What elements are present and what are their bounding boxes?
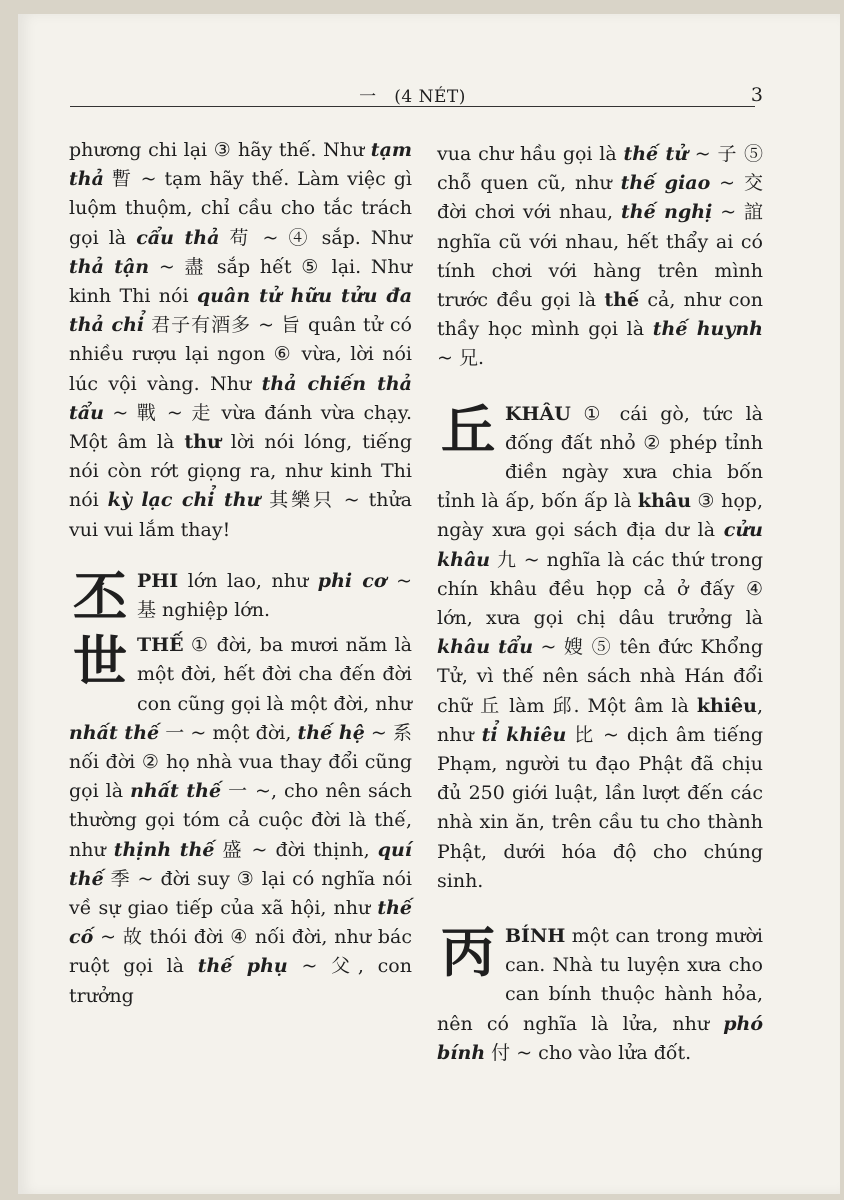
term: thế cố [69, 897, 412, 949]
text-run: , như [437, 694, 763, 746]
term: cửu khâu [437, 519, 763, 571]
text-run: một can trong mười can. Nhà tu luyện xưa cho can bính thuộc hành hỏa, nên có nghĩa là lửa, như [437, 925, 763, 1035]
entry-continuation [69, 136, 412, 545]
term: thả chiến thả tẩu [69, 372, 412, 424]
text-run: vua chư hầu gọi là [437, 143, 624, 165]
keyword: PHI [137, 569, 179, 592]
text-run: 九 ~ nghĩa là các thứ trong chín khâu đều họp cả ở đấy ④ lớn, xưa gọi chị dâu trưởng là [437, 548, 763, 630]
term: thịnh thế [113, 838, 215, 861]
text-run: ~ 系 nối đời ② họ nhà vua thay đổi cũng gọi là [69, 721, 412, 803]
text-run: 比 ~ dịch âm tiếng Phạm, người tu đạo Phật đã chịu đủ 250 giới luật, lần lượt đến các nhà xin ăn, trên cầu tu cho thành Phật, dưới hóa độ cho chúng sinh. [437, 723, 764, 892]
radical-char: 一 [359, 87, 377, 107]
text-run: 苟 ~ ④ sắp. Như [219, 226, 412, 249]
term: khâu tẩu [437, 636, 534, 659]
keyword: khiêu [696, 694, 757, 717]
keyword: KHÂU [505, 402, 571, 425]
text-run: ③ họp, ngày xưa gọi sách địa dư là [437, 490, 764, 542]
text-run: ~ 父, con trưởng [69, 955, 412, 1007]
text-run: ~ 戰 ~ 走 vừa đánh vừa chạy. Một âm là [69, 401, 412, 454]
text-run: 季 ~ đời suy ③ lại có nghĩa nói về sự giao tiếp của xã hội, như [69, 867, 412, 920]
text-run: ① cái gò, tức là đống đất nhỏ ② phép tỉnh điền ngày xưa chia bốn tỉnh là ấp, bốn ấp là [437, 402, 763, 513]
left-column [69, 136, 412, 1011]
entry-phi [69, 565, 412, 629]
text-run: 付 ~ cho vào lửa đốt. [485, 1041, 692, 1064]
entry-the [69, 631, 412, 1011]
text-run: 一 ~, cho nên sách thường gọi tóm cả cuộc đời là thế, như [69, 780, 412, 861]
term: thả tận [69, 255, 150, 278]
term: quân tử hữu tửu đa thả chỉ [69, 285, 413, 337]
entry-text [437, 400, 763, 896]
entry-khau [437, 400, 763, 896]
text-run: ① đời, ba mươi năm là một đời, hết đời cha đến đời con cũng gọi là một đời, như [137, 634, 412, 715]
running-head [70, 72, 763, 107]
term: nhất thế [130, 780, 222, 803]
term: nhất thế [69, 721, 160, 744]
term: cẩu thả [136, 226, 220, 249]
text-run: ~ 誼 nghĩa cũ với nhau, hết thẩy ai có tính chơi với hàng trên mình trước đều gọi là [437, 201, 764, 312]
page-number: 3 [750, 84, 763, 106]
term: tỉ khiêu [481, 723, 567, 746]
keyword: BÍNH [505, 925, 566, 948]
text-run: ~ 子 ⑤ chỗ quen cũ, như [437, 143, 763, 195]
keyword: thư [184, 431, 221, 454]
keyword: khâu [637, 490, 692, 513]
headword-char: 丙 [441, 921, 495, 985]
text-run: ~ 盡 sắp hết ⑤ lại. Như kinh Thi nói [69, 255, 413, 308]
term: phó bính [437, 1012, 763, 1064]
term: tạm thả [69, 139, 412, 191]
text-run: ~ 故 thói đời ④ nối đời, như bác ruột gọi là [69, 926, 412, 978]
text-run: 其樂只 ~ thửa vui vui lắm thay! [69, 489, 413, 541]
entry-binh [437, 922, 763, 1068]
term: thế giao [620, 172, 711, 195]
term: thế tử [623, 143, 689, 165]
text-run: ~ 嫂 ⑤ tên đức Khổng Tử, vì thế nên sách nhà Hán đổi chữ 丘 làm 邱. Một âm là [437, 636, 763, 717]
term: thế huynh [652, 318, 763, 341]
stroke-count: (4 NÉT) [394, 87, 466, 107]
term: thế nghị [621, 201, 713, 224]
term: thế phụ [197, 955, 288, 978]
right-column [437, 140, 763, 1068]
text-run: 暫 ~ tạm hãy thế. Làm việc gì luộm thuộm, chỉ cầu cho tắc trách gọi là [69, 168, 412, 249]
text-run: 盛 ~ đời thịnh, [214, 838, 378, 861]
entry-continuation [437, 140, 763, 374]
term: phi cơ [317, 569, 387, 592]
text-run: cả, như con thầy học mình gọi là [437, 289, 763, 341]
keyword: thế [604, 289, 640, 312]
text-run: ~ 兄. [437, 347, 484, 370]
headword-char: 世 [73, 630, 127, 694]
text-run: ~ 基 nghiệp lớn. [137, 569, 412, 622]
text-run: 一 ~ một đời, [159, 721, 298, 744]
section-title [70, 82, 755, 107]
text-run: phương chi lại ③ hãy thế. Như [69, 139, 371, 161]
term: kỳ lạc chỉ thư [107, 489, 261, 512]
headword-char: 丘 [441, 398, 495, 462]
text-run: ~ 交 đời chơi với nhau, [437, 172, 764, 224]
text-run: 君子有酒多 ~ 旨 quân tử có nhiều rượu lại ngon ⑥ vừa, lời nói lúc vội vàng. Như [69, 314, 412, 395]
text-run: lời nói lóng, tiếng nói còn rớt giọng ra, như kinh Thi nói [69, 431, 412, 512]
keyword: THẾ [137, 634, 184, 657]
headword-char: 丕 [73, 565, 127, 629]
term: quí thế [69, 838, 413, 890]
term: thế hệ [297, 721, 365, 744]
text-run: lớn lao, như [178, 569, 318, 592]
